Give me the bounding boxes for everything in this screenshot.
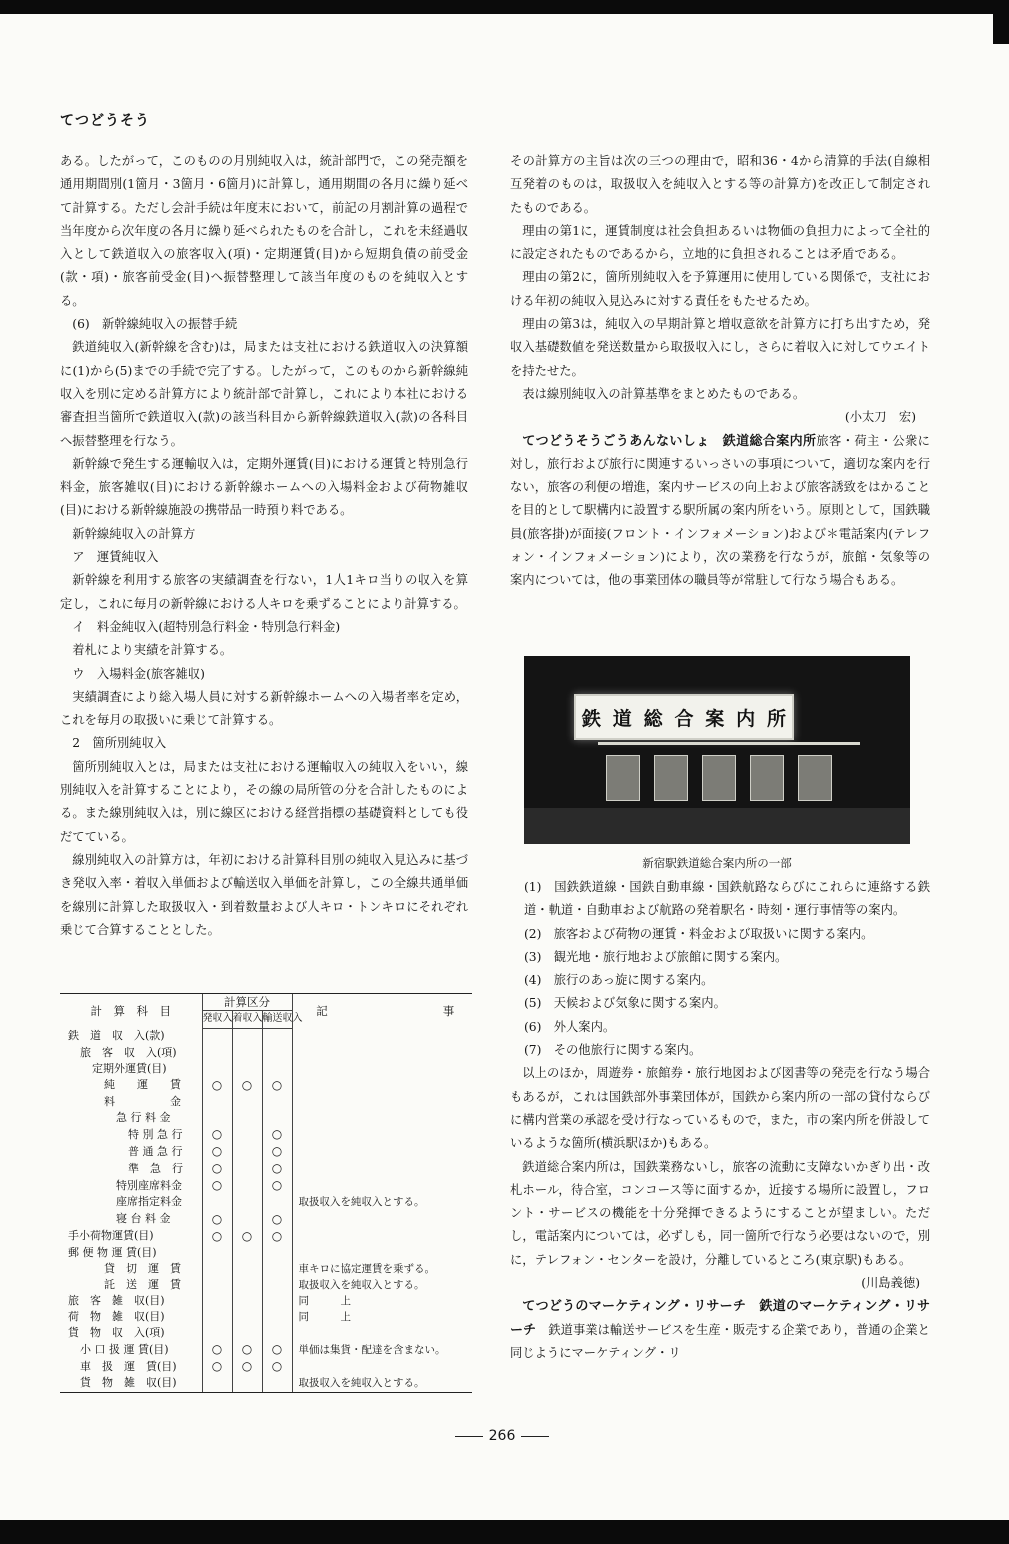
table-cell-mark <box>202 1245 232 1261</box>
paragraph: 2 箇所別純収入 <box>72 736 167 751</box>
table-cell-mark <box>202 1375 232 1391</box>
table-cell-mark <box>202 1160 232 1177</box>
photo-booth <box>598 742 860 817</box>
table-row <box>60 1094 472 1110</box>
table-row <box>60 1341 472 1358</box>
table-cell-item: 荷 物 雑 収(目) <box>68 1310 165 1324</box>
table-cell-mark <box>232 1094 262 1110</box>
table-cell-mark <box>232 1028 262 1045</box>
paragraph: その計算方の主旨は次の三つの理由で，昭和36・4から清算的手法(自線相互発着のものは，取扱収入を純収入とする等の計算方)を改正して制定されたものである。 <box>510 154 930 215</box>
table-cell-item: 定期外運賃(目) <box>92 1061 167 1075</box>
table-cell-mark <box>232 1261 262 1277</box>
table-cell-note <box>292 1094 472 1110</box>
paragraph: 鉄道総合案内所は，国鉄業務ないし，旅客の流動に支障ないかぎり出・改札ホール，待合室，コンコース等に面するか，近接する場所に設置し，フロント・サービスの機能を十分発揮できるようにすることが望ましい。ただし，電話案内については，必ずしも，同一箇所で行なう必要はないので，別に，テレフォン・センターを設け，分離しているところ(東京駅)もある。 <box>510 1159 930 1267</box>
table-cell-mark <box>232 1160 262 1177</box>
table-row <box>60 1110 472 1126</box>
table-cell-mark <box>202 1126 232 1143</box>
circle-mark: ○ <box>271 1211 283 1226</box>
paragraph: 新幹線で発生する運輸収入は，定期外運賃(目)における運賃と特別急行料金，旅客雑収(目)における新幹線ホームへの入場料金および荷物雑収(目)における新幹線施設の携帯品一時預り料である。 <box>60 456 468 518</box>
table-row <box>60 1045 472 1061</box>
table-row <box>60 1261 472 1277</box>
table-cell-mark <box>262 1177 292 1194</box>
table-row <box>60 1245 472 1261</box>
table-cell-mark <box>202 1077 232 1094</box>
table-cell-item: 普 通 急 行 <box>128 1144 183 1158</box>
table-cell-note: 同 上 <box>292 1293 472 1309</box>
table-row <box>60 1077 472 1094</box>
table-cell-mark <box>232 1341 262 1358</box>
table-cell-mark <box>202 1143 232 1160</box>
table-cell-mark <box>262 1126 292 1143</box>
table-cell-note <box>292 1211 472 1228</box>
table-row <box>60 1358 472 1375</box>
table-cell-mark <box>232 1358 262 1375</box>
table-cell-note: 取扱収入を純収入とする。 <box>292 1277 472 1293</box>
table-cell-note <box>292 1177 472 1194</box>
table-cell-mark <box>262 1211 292 1228</box>
table-header-col-dep: 発収入 <box>202 1011 232 1028</box>
list-item: (6) 外人案内。 <box>524 1019 616 1034</box>
booth-window <box>702 755 736 801</box>
circle-mark: ○ <box>211 1161 223 1176</box>
paragraph: 表は線別純収入の計算基準をまとめたものである。 <box>522 386 806 401</box>
table-row <box>60 1061 472 1077</box>
table-cell-item: 特 別 急 行 <box>128 1127 183 1141</box>
circle-mark: ○ <box>211 1359 223 1374</box>
table-cell-mark <box>232 1375 262 1391</box>
table-cell-mark <box>262 1045 292 1061</box>
table-row <box>60 1211 472 1228</box>
circle-mark: ○ <box>271 1342 283 1357</box>
scan-edge-bottom <box>0 1520 1009 1544</box>
circle-mark: ○ <box>271 1127 283 1142</box>
entry-body: 鉄道事業は輸送サービスを生産・販売する企業であり，普通の企業と同じようにマーケティング・リ <box>510 1322 930 1360</box>
circle-mark: ○ <box>271 1228 283 1243</box>
left-column <box>60 150 468 942</box>
table-cell-mark <box>202 1341 232 1358</box>
table-cell-item: 小 口 扱 運 賃(目) <box>80 1342 169 1356</box>
table-header-group: 計算区分 <box>202 994 292 1011</box>
table-cell-mark <box>202 1277 232 1293</box>
right-column-lower <box>510 876 930 1365</box>
table-cell-mark <box>202 1194 232 1210</box>
circle-mark: ○ <box>271 1359 283 1374</box>
list-item: (2) 旅客および荷物の運賃・料金および取扱いに関する案内。 <box>524 926 874 941</box>
sign-char: 鉄 <box>581 707 601 730</box>
table-cell-item: 特別座席料金 <box>116 1178 182 1192</box>
table-cell-mark <box>232 1277 262 1293</box>
circle-mark: ○ <box>211 1178 223 1193</box>
table-cell-mark <box>262 1325 292 1341</box>
table-row <box>60 1194 472 1210</box>
table-cell-mark <box>202 1028 232 1045</box>
paragraph: 着札により実績を計算する。 <box>72 643 233 658</box>
scan-edge-top <box>0 0 1009 14</box>
table-cell-mark <box>262 1375 292 1391</box>
table-row <box>60 1126 472 1143</box>
table-row <box>60 1160 472 1177</box>
paragraph: 鉄道純収入(新幹線を含む)は，局または支社における鉄道収入の決算額に(1)から(5)までの手続で完了する。したがって，このものから新幹線純収入を別に定める計算方により統計部で計算し，これにより本社における審査担当箇所で鉄道収入(款)の該当科目から新幹線鉄道収入(款)の各科目へ振替整理を行なう。 <box>60 340 468 448</box>
table-cell-mark <box>262 1160 292 1177</box>
table-cell-item: 料 金 <box>104 1094 181 1108</box>
photo-shinjuku-info-office <box>524 656 910 844</box>
sign-char: 内 <box>736 707 756 730</box>
table-cell-note: 車キロに協定運賃を乗ずる。 <box>292 1261 472 1277</box>
table-cell-mark <box>232 1177 262 1194</box>
booth-window <box>750 755 784 801</box>
paragraph: ある。したがって，このものの月別純収入は，統計部門で，この発売額を通用期間別(1箇月・3箇月・6箇月)に計算し，通用期間の各月に繰り延べて計算する。ただし会計手続は年度末において，前記の月割計算の過程で当年度から次年度の各月に繰り延べられたものを合計し，これを未経過収入として鉄道収入の旅客収入(項)・定期運賃(目)から短期負債の前受金(款・項)・旅客前受金(目)へ振替整理して該当年度のものを純収入とする。 <box>60 154 468 308</box>
sign-char: 所 <box>766 707 786 730</box>
table-cell-mark <box>232 1293 262 1309</box>
right-column-top <box>510 150 930 406</box>
entry-general-info-office <box>510 430 930 593</box>
right-column <box>510 150 930 593</box>
table-row <box>60 1277 472 1293</box>
paragraph: 実績調査により総入場人員に対する新幹線ホームへの入場者率を定め，これを毎月の取扱いに乗じて計算する。 <box>60 689 468 728</box>
table-row <box>60 1028 472 1045</box>
table-cell-item: 郵 便 物 運 賃(目) <box>68 1245 157 1259</box>
author-signature-1: (小太刀 宏) <box>844 410 916 425</box>
paragraph: 新幹線純収入の計算方 <box>72 526 196 541</box>
table-cell-mark <box>262 1143 292 1160</box>
table-cell-mark <box>262 1194 292 1210</box>
table-cell-mark <box>202 1110 232 1126</box>
photo-sign <box>574 694 794 740</box>
table-cell-item: 急 行 料 金 <box>116 1110 171 1124</box>
paragraph: 新幹線を利用する旅客の実績調査を行ない，1人1キロ当りの収入を算定し，これに毎月の新幹線における人キロを乗ずることにより計算する。 <box>60 573 468 611</box>
paragraph: (6) 新幹線純収入の振替手続 <box>72 317 238 332</box>
entry-heading: てつどうのマーケティング・リサーチ 鉄道のマーケティング・リサーチ <box>510 1299 930 1338</box>
table-row <box>60 1293 472 1309</box>
table-cell-note <box>292 1358 472 1375</box>
paragraph: 理由の第2に，箇所別純収入を予算運用に使用している関係で，支社における年初の純収入見込みに対する責任をもたせるため。 <box>510 270 930 308</box>
table-cell-mark <box>232 1211 262 1228</box>
table-cell-item: 旅 客 収 入(項) <box>80 1045 177 1059</box>
entry-body: 旅客・荷主・公衆に対し，旅行および旅行に関連するいっさいの事項について，適切な案内を行ない，旅客の利便の増進，案内サービスの向上および旅客誘致をはかることを目的として駅構内に設置する駅所属の案内所をいう。原則として，国鉄職員(旅客掛)が面接(フロント・インフォメーション)および＊電話案内(テレフォン・インフォメーション)により，次の業務を行なうが，旅館・気象等の案内については，他の事業団体の職員等が常駐して行なう場合もある。 <box>510 433 930 588</box>
table-cell-mark <box>262 1277 292 1293</box>
table-cell-note <box>292 1126 472 1143</box>
paragraph: ア 運賃純収入 <box>72 550 159 565</box>
paragraph: 理由の第1に，運賃制度は社会負担あるいは物価の負担力によって全社的に設定されたものであるから，立地的に負担されることは矛盾である。 <box>510 223 930 262</box>
scan-edge-right <box>993 0 1009 44</box>
table-cell-mark <box>232 1126 262 1143</box>
table-cell-mark <box>202 1177 232 1194</box>
circle-mark: ○ <box>241 1342 253 1357</box>
table-cell-mark <box>202 1061 232 1077</box>
circle-mark: ○ <box>211 1144 223 1159</box>
photo-caption: 新宿駅鉄道総合案内所の一部 <box>642 856 792 870</box>
table-cell-item: 手小荷物運賃(目) <box>68 1229 154 1243</box>
list-item: (5) 天候および気象に関する案内。 <box>524 996 726 1011</box>
table-cell-mark <box>232 1061 262 1077</box>
accounting-table <box>60 993 472 1393</box>
paragraph: ウ 入場料金(旅客雑収) <box>72 666 205 681</box>
table-row <box>60 1375 472 1391</box>
table-cell-note: 取扱収入を純収入とする。 <box>292 1375 472 1391</box>
table-header-col-arr: 着収入 <box>232 1011 262 1028</box>
table-header-note: 記 事 <box>292 994 472 1028</box>
table-row <box>60 1143 472 1160</box>
table-row <box>60 1177 472 1194</box>
booth-window <box>798 755 832 801</box>
table-cell-mark <box>232 1194 262 1210</box>
booth-window <box>606 755 640 801</box>
author-signature-2: (川島義徳) <box>861 1276 920 1291</box>
circle-mark: ○ <box>211 1127 223 1142</box>
table-row <box>60 1228 472 1245</box>
table-cell-note <box>292 1325 472 1341</box>
paragraph: イ 料金純収入(超特別急行料金・特別急行料金) <box>72 619 341 634</box>
page-number: 266 <box>447 1428 557 1444</box>
table-cell-mark <box>202 1211 232 1228</box>
table-cell-mark <box>232 1077 262 1094</box>
table-cell-mark <box>202 1325 232 1341</box>
circle-mark: ○ <box>271 1161 283 1176</box>
table-cell-note <box>292 1045 472 1061</box>
table-cell-mark <box>232 1245 262 1261</box>
photo-floor <box>524 808 910 844</box>
table-cell-item: 寝 台 料 金 <box>116 1212 171 1226</box>
table-cell-mark <box>262 1245 292 1261</box>
table-cell-item: 旅 客 雑 収(目) <box>68 1294 165 1307</box>
table-row <box>60 1309 472 1325</box>
running-head: てつどうそう <box>60 113 150 129</box>
table-cell-item: 鉄 道 収 入(款) <box>68 1029 165 1043</box>
paragraph: 線別純収入の計算方は，年初における計算科目別の純収入見込みに基づき発収入率・着収入単価および輸送収入単価を計算し，この全線共通単価を線別に計算した取扱収入・到着数量および人キロ・トンキロにそれぞれ乗じて合算することとした。 <box>60 852 468 937</box>
table-cell-item: 準 急 行 <box>128 1161 183 1175</box>
table-cell-item: 貨 物 雑 収(目) <box>80 1376 177 1390</box>
table-cell-note <box>292 1061 472 1077</box>
booth-window <box>654 755 688 801</box>
table-cell-mark <box>202 1094 232 1110</box>
table-cell-note <box>292 1110 472 1126</box>
table-cell-note <box>292 1228 472 1245</box>
circle-mark: ○ <box>211 1077 223 1092</box>
list-item: (1) 国鉄鉄道線・国鉄自動車線・国鉄航路ならびにこれらに連絡する鉄道・軌道・自動車および航路の発着駅名・時刻・運行事情等の案内。 <box>524 880 930 918</box>
table-cell-item: 純 運 賃 <box>104 1078 181 1092</box>
right-column-bottom <box>510 1062 930 1272</box>
table-cell-mark <box>232 1110 262 1126</box>
table-cell-mark <box>262 1341 292 1358</box>
table-cell-note <box>292 1143 472 1160</box>
table-cell-item: 車 扱 運 賃(目) <box>80 1359 177 1373</box>
circle-mark: ○ <box>271 1144 283 1159</box>
table-cell-mark <box>262 1228 292 1245</box>
table-body <box>60 1028 472 1392</box>
circle-mark: ○ <box>241 1359 253 1374</box>
paragraph: 以上のほか，周遊券・旅館券・旅行地図および図書等の発売を行なう場合もあるが，これは国鉄部外事業団体が，国鉄から案内所の一部の貸付ならびに構内営業の承認を受け行なっているもので，また，市の案内所を併設しているような箇所(横浜駅ほか)もある。 <box>510 1066 930 1151</box>
sign-char: 総 <box>643 707 663 730</box>
table-cell-note <box>292 1077 472 1094</box>
table-cell-mark <box>202 1045 232 1061</box>
circle-mark: ○ <box>241 1077 253 1092</box>
entry-marketing-research <box>510 1295 930 1365</box>
table-cell-mark <box>202 1293 232 1309</box>
table-cell-note: 取扱収入を純収入とする。 <box>292 1194 472 1210</box>
table-header-col-trans: 輸送収入 <box>262 1011 292 1028</box>
table-header-item: 計 算 科 目 <box>90 1003 171 1018</box>
table-cell-note <box>292 1028 472 1045</box>
list-item: (7) その他旅行に関する案内。 <box>524 1043 702 1058</box>
table-cell-mark <box>262 1094 292 1110</box>
list-item: (3) 観光地・旅行地および旅館に関する案内。 <box>524 949 788 964</box>
sign-char: 案 <box>705 707 725 730</box>
table-cell-mark <box>262 1309 292 1325</box>
circle-mark: ○ <box>271 1077 283 1092</box>
service-list <box>510 876 930 1062</box>
table-cell-note: 単価は集貨・配達を含まない。 <box>292 1341 472 1358</box>
circle-mark: ○ <box>211 1228 223 1243</box>
table-cell-item: 託 送 運 賃 <box>104 1277 181 1291</box>
table-cell-mark <box>262 1293 292 1309</box>
table-cell-mark <box>232 1228 262 1245</box>
table-row <box>60 1325 472 1341</box>
circle-mark: ○ <box>241 1228 253 1243</box>
table-cell-note <box>292 1160 472 1177</box>
table-cell-mark <box>202 1261 232 1277</box>
sign-char: 道 <box>612 707 632 730</box>
table-cell-mark <box>202 1358 232 1375</box>
table-cell-mark <box>202 1309 232 1325</box>
circle-mark: ○ <box>271 1178 283 1193</box>
table-cell-note <box>292 1245 472 1261</box>
table-cell-mark <box>262 1110 292 1126</box>
table-cell-mark <box>262 1077 292 1094</box>
paragraph: 箇所別純収入とは，局または支社における運輸収入の純収入をいい，線別純収入を計算することにより，その線の局所管の分を合計したものによる。また線別純収入は，別に線区における経営指標の基礎資料としても役だてている。 <box>60 759 468 844</box>
table-cell-mark <box>202 1228 232 1245</box>
table-cell-mark <box>232 1325 262 1341</box>
list-item: (4) 旅行のあっ旋に関する案内。 <box>524 973 714 988</box>
circle-mark: ○ <box>211 1342 223 1357</box>
entry-heading: てつどうそうごうあんないしょ 鉄道総合案内所 <box>522 433 817 449</box>
table-cell-item: 貸 切 運 賃 <box>104 1261 181 1275</box>
sign-char: 合 <box>674 707 694 730</box>
circle-mark: ○ <box>211 1211 223 1226</box>
table-cell-mark <box>262 1028 292 1045</box>
table-cell-mark <box>232 1309 262 1325</box>
table-cell-note: 同 上 <box>292 1309 472 1325</box>
table-cell-mark <box>262 1061 292 1077</box>
table-cell-item: 貨 物 収 入(項) <box>68 1326 165 1340</box>
table-cell-mark <box>262 1358 292 1375</box>
paragraph: 理由の第3は，純収入の早期計算と増収意欲を計算方に打ち出すため，発収入基礎数値を発送数量から取扱収入にし，さらに着収入に対してウエイトを持たせた。 <box>510 317 930 378</box>
table-cell-mark <box>232 1045 262 1061</box>
table-cell-mark <box>262 1261 292 1277</box>
table-cell-mark <box>232 1143 262 1160</box>
table-cell-item: 座席指定料金 <box>116 1195 182 1209</box>
